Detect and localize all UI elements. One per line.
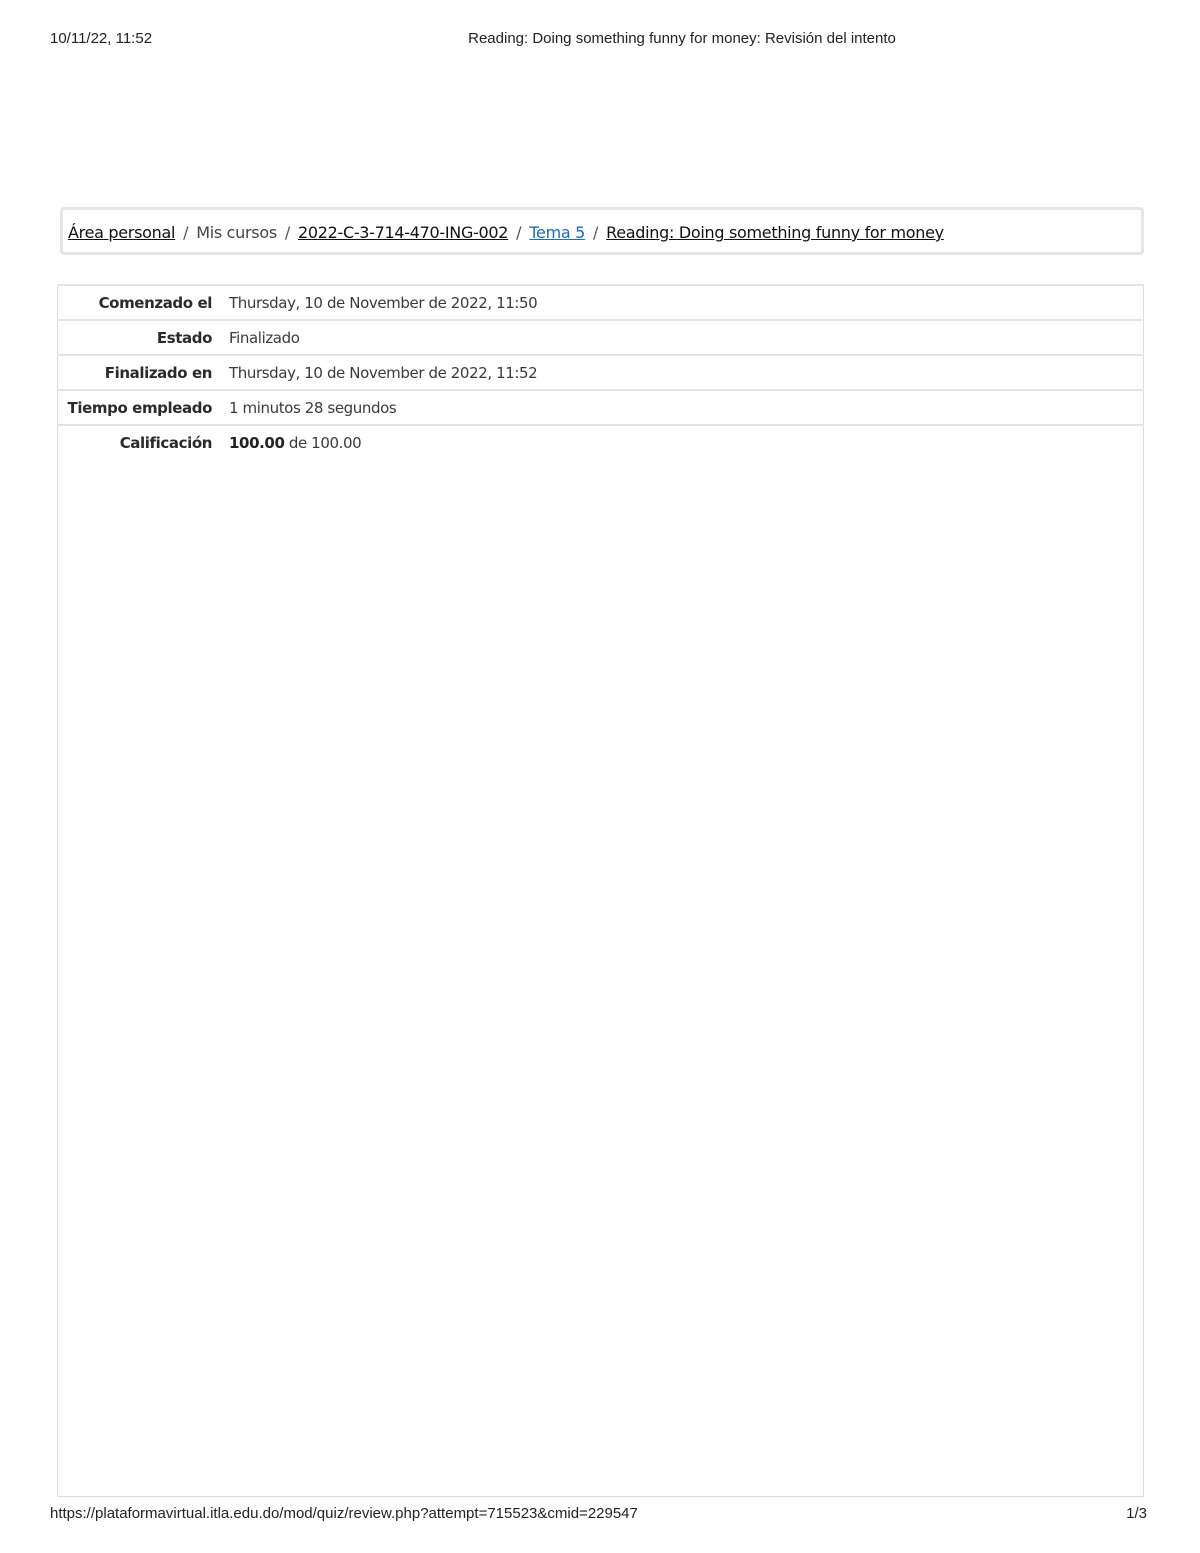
- print-header-date: 10/11/22, 11:52: [50, 30, 153, 47]
- print-footer-page-number: 1/3: [1126, 1505, 1147, 1522]
- state-value: Finalizado: [229, 329, 300, 347]
- time-value: 1 minutos 28 segundos: [229, 399, 397, 417]
- grade-value: [228, 425, 1144, 459]
- grade-score: 100.00: [229, 434, 285, 452]
- started-label: Comenzado el: [98, 294, 212, 312]
- summary-row-started: [57, 285, 1144, 320]
- breadcrumb-list: [68, 223, 944, 242]
- breadcrumb-area-personal[interactable]: Área personal: [68, 223, 176, 242]
- summary-row-grade: [57, 425, 1144, 459]
- breadcrumb-separator: /: [183, 223, 189, 242]
- time-label: Tiempo empleado: [67, 399, 212, 417]
- breadcrumb-quiz[interactable]: Reading: Doing something funny for money: [606, 223, 944, 242]
- review-content-frame: [57, 284, 1144, 1497]
- breadcrumb-course[interactable]: 2022-C-3-714-470-ING-002: [297, 223, 509, 242]
- breadcrumb-separator: /: [284, 223, 290, 242]
- summary-row-finished: [57, 355, 1144, 390]
- finished-value: Thursday, 10 de November de 2022, 11:52: [229, 364, 538, 382]
- breadcrumb-mis-cursos: Mis cursos: [196, 223, 277, 242]
- breadcrumb-tema[interactable]: Tema 5: [529, 223, 586, 242]
- breadcrumb: [60, 207, 1144, 255]
- started-value: Thursday, 10 de November de 2022, 11:50: [229, 294, 538, 312]
- breadcrumb-separator: /: [516, 223, 522, 242]
- grade-max: de 100.00: [288, 434, 362, 452]
- print-footer-url: https://plataformavirtual.itla.edu.do/mod/quiz/review.php?attempt=715523&cmid=229547: [50, 1505, 638, 1522]
- breadcrumb-separator: /: [593, 223, 599, 242]
- grade-label: Calificación: [119, 434, 212, 452]
- attempt-summary-table: [57, 284, 1144, 459]
- state-label: Estado: [156, 329, 212, 347]
- print-header-title: Reading: Doing something funny for money: Revisión del intento: [468, 30, 896, 47]
- summary-row-time: [57, 390, 1144, 425]
- summary-row-state: [57, 320, 1144, 355]
- finished-label: Finalizado en: [104, 364, 212, 382]
